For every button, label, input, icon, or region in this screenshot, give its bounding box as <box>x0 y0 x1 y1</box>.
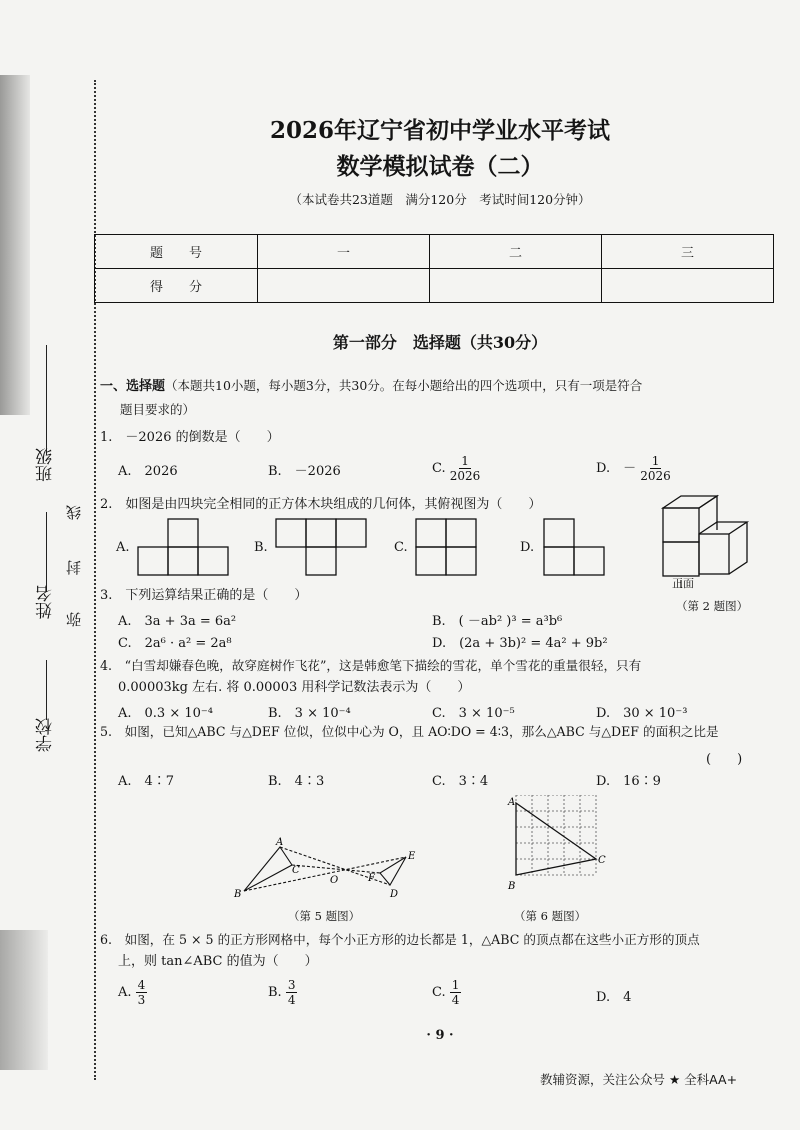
q4-option-c: C. 3 × 10⁻⁵ <box>432 706 515 721</box>
point-label: B <box>508 881 516 892</box>
seal-line-char: 线 <box>65 505 83 520</box>
q2-view-c <box>416 519 476 575</box>
footer-ad: 教辅资源，关注公众号 ★ 全科AA+ <box>540 1072 738 1087</box>
fraction <box>450 454 481 483</box>
q2-option-c: C. <box>394 540 408 555</box>
q2-view-options <box>130 515 630 577</box>
q1-option-c <box>432 454 480 483</box>
fill-line <box>46 512 47 592</box>
seal-cut-line <box>94 80 96 1080</box>
q6-grid-figure <box>496 795 616 895</box>
q6-stem: 6. 如图，在 5 × 5 的正方形网格中，每个小正方形的边长都是 1，△ABC 的顶点都在这些小正方形的顶点 <box>100 932 700 947</box>
fraction <box>136 978 148 1007</box>
denominator: 3 <box>137 993 146 1007</box>
binding-margin <box>0 0 86 1130</box>
numerator: 3 <box>287 978 296 992</box>
score-table <box>94 234 774 303</box>
triangle-def <box>380 857 406 885</box>
part-title: 第一部分 选择题（共30分） <box>332 333 548 352</box>
option-letter: A. <box>118 985 132 1000</box>
q6-caption: （第 6 题图） <box>514 909 587 923</box>
score-field[interactable] <box>258 269 430 303</box>
school-label: 学校 <box>36 718 56 752</box>
denominator: 4 <box>451 993 460 1007</box>
point-label: F <box>368 873 375 884</box>
table-cell: 三 <box>602 235 774 269</box>
exam-title: 2026年辽宁省初中学业水平考试 <box>269 117 610 144</box>
fill-line <box>46 345 47 455</box>
q1-option-a: A. 2026 <box>118 464 178 479</box>
q3-option-b: B. ( －ab² )³ = a³b⁶ <box>432 614 563 629</box>
scan-shadow <box>0 75 30 415</box>
q4-stem: 4. “白雪却嫌春色晚，故穿庭树作飞花”，这是韩愈笔下描绘的雪花，单个雪花的重量很轻，只有 <box>100 658 642 673</box>
q5-stem: 5. 如图，已知△ABC 与△DEF 位似，位似中心为 O，且 AO∶DO = 4∶3，那么△ABC 与△DEF 的面积之比是 <box>100 724 719 739</box>
option-letter: C. <box>432 985 446 1000</box>
fraction <box>286 978 298 1007</box>
q4-option-d: D. 30 × 10⁻³ <box>596 706 688 721</box>
q6-option-b <box>268 978 297 1007</box>
exam-info: （本试卷共23道题 满分120分 考试时间120分钟） <box>289 192 591 207</box>
fraction <box>640 454 671 483</box>
table-cell: 题 号 <box>95 235 258 269</box>
q6-option-d: D. 4 <box>596 990 632 1005</box>
section-lead: 一、选择题 <box>100 379 166 394</box>
q4-stem-cont: 0.00003kg 左右. 将 0.00003 用科学记数法表示为（ ） <box>118 680 471 695</box>
option-letter: D. － <box>596 461 637 476</box>
q5-option-a: A. 4∶7 <box>118 774 175 789</box>
q4-option-a: A. 0.3 × 10⁻⁴ <box>118 706 213 721</box>
denominator: 4 <box>287 993 296 1007</box>
q2-caption: （第 2 题图） <box>676 599 749 613</box>
seal-feng-char: 封 <box>65 560 83 575</box>
table-cell: 二 <box>430 235 602 269</box>
grid-lines <box>516 795 596 875</box>
section-desc: （本题共10小题，每小题3分，共30分。在每小题给出的四个选项中，只有一项是符合 <box>165 378 643 393</box>
score-field[interactable] <box>602 269 774 303</box>
q1-option-b: B. －2026 <box>268 464 341 479</box>
table-cell: 得 分 <box>95 269 258 303</box>
option-letter: C. <box>432 461 446 476</box>
point-label: E <box>408 851 416 862</box>
exam-subtitle: 数学模拟试卷（二） <box>336 153 544 180</box>
q5-answer-paren: ( ) <box>706 752 743 767</box>
denominator: 2026 <box>449 469 481 483</box>
point-label: C <box>598 855 606 866</box>
q3-option-a: A. 3a + 3a = 6a² <box>118 614 237 629</box>
q2-option-a: A. <box>116 540 130 555</box>
q5-option-d: D. 16∶9 <box>596 774 661 789</box>
numerator: 1 <box>461 454 469 468</box>
section-instructions <box>100 376 780 397</box>
q2-view-d <box>544 519 604 575</box>
numerator: 4 <box>137 978 146 992</box>
q5-caption: （第 5 题图） <box>288 909 361 923</box>
point-label: A <box>276 837 284 848</box>
triangle-abc <box>516 803 596 875</box>
q5-option-c: C. 3∶4 <box>432 774 489 789</box>
q1-stem: 1. －2026 的倒数是（ ） <box>100 430 280 445</box>
triangle-abc <box>244 847 292 891</box>
q6-option-c <box>432 978 461 1007</box>
q6-stem-cont: 上，则 tan∠ABC 的值为（ ） <box>118 954 318 969</box>
point-label: B <box>234 889 242 900</box>
q2-option-d: D. <box>520 540 535 555</box>
q1-option-d <box>596 454 671 483</box>
table-row <box>95 235 774 269</box>
q3-stem: 3. 下列运算结果正确的是（ ） <box>100 588 308 603</box>
fill-line <box>46 660 47 720</box>
q2-stem: 2. 如图是由四块完全相同的正方体木块组成的几何体，其俯视图为（ ） <box>100 497 542 512</box>
fraction <box>450 978 462 1007</box>
q5-option-b: B. 4∶3 <box>268 774 325 789</box>
section-desc-cont: 题目要求的） <box>120 402 196 417</box>
option-letter: B. <box>268 985 282 1000</box>
class-label: 班级 <box>36 448 56 482</box>
table-row <box>95 269 774 303</box>
seal-mi-char: 弥 <box>65 612 83 627</box>
front-label: 正面 <box>672 577 694 590</box>
q3-option-d: D. (2a + 3b)² = 4a² + 9b² <box>432 636 608 651</box>
numerator: 1 <box>651 454 660 468</box>
q5-figure <box>230 835 430 900</box>
point-label: A <box>508 797 516 808</box>
scan-shadow <box>0 930 48 1070</box>
table-cell: 一 <box>258 235 430 269</box>
q2-view-b <box>276 519 366 575</box>
denominator: 2026 <box>640 469 671 483</box>
q2-view-a <box>138 519 228 575</box>
point-label: D <box>390 889 399 900</box>
q2-option-b: B. <box>254 540 268 555</box>
point-label: O <box>330 875 339 886</box>
q3-option-c: C. 2a⁶ · a² = 2a⁸ <box>118 636 232 651</box>
point-label: C <box>292 865 300 876</box>
q2-solid-figure <box>655 490 755 590</box>
numerator: 1 <box>451 978 460 992</box>
name-label: 姓名 <box>36 585 56 619</box>
page-number: · 9 · <box>426 1028 454 1043</box>
q4-option-b: B. 3 × 10⁻⁴ <box>268 706 351 721</box>
q6-option-a <box>118 978 147 1007</box>
score-field[interactable] <box>430 269 602 303</box>
